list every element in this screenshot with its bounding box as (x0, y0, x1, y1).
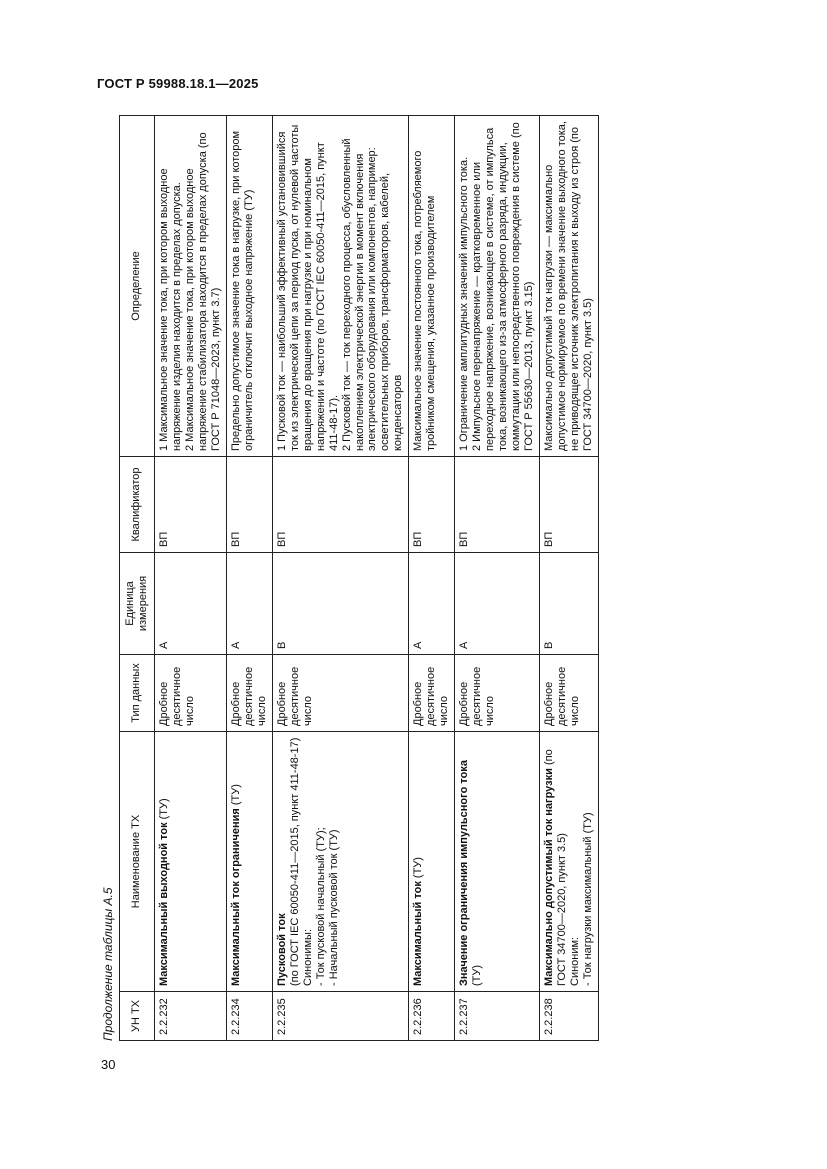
row-definition (540, 116, 599, 457)
row-unit: А (455, 553, 540, 655)
row-qualifier: ВП (154, 457, 226, 553)
table-row (409, 116, 455, 1041)
row-qualifier: ВП (409, 457, 455, 553)
row-id: 2.2.237 (455, 992, 540, 1041)
row-id: 2.2.235 (272, 992, 409, 1041)
row-id: 2.2.234 (226, 992, 272, 1041)
definition-line: 2 Максимальное значение тока, при котором выходное напряжение стабилизатора находится в пределах допуска (по ГОСТ Р 71048—2023, пункт 3.7) (183, 132, 222, 451)
row-name-suffix: (ТУ) (471, 964, 484, 986)
table-row (226, 116, 272, 1041)
row-qualifier: ВП (540, 457, 599, 553)
row-data-type: Дробное десятичное число (226, 655, 272, 732)
row-name-term: Максимальный ток (412, 881, 425, 986)
page-number: 30 (101, 1057, 116, 1072)
table-row (455, 116, 540, 1041)
row-name-suffix: (ТУ) (229, 784, 242, 809)
row-name (272, 732, 409, 992)
row-name (455, 732, 540, 992)
definition-line: Максимальное значение постоянного тока, потребляемого тройником смещения, указанное производителем (412, 150, 438, 451)
row-name (540, 732, 599, 992)
row-unit: В (272, 553, 409, 655)
col-header-name: Наименование ТХ (120, 732, 155, 992)
definition-line: 1 Пусковой ток — наибольший эффективный установившийся ток из электрической цепи за период пуска, от нулевой частоты вращения до вращения при нагрузке и при номинальном напряжении и частоте (по ГОСТ IEC 60050-411—2015, пункт 411-48-17). (275, 124, 340, 451)
row-name (226, 732, 272, 992)
row-definition (409, 116, 455, 457)
row-unit: А (409, 553, 455, 655)
table-header-row (120, 116, 155, 1041)
row-name-term: Максимально допустимый ток нагрузки (543, 768, 556, 986)
definition-line: Предельно допустимое значение тока в нагрузке, при котором ограничитель отключит выходное напряжение (ТУ) (229, 130, 255, 451)
row-data-type: Дробное десятичное число (154, 655, 226, 732)
col-header-unit: Единица измерения (120, 553, 155, 655)
row-data-type: Дробное десятичное число (409, 655, 455, 732)
row-definition (154, 116, 226, 457)
row-id: 2.2.238 (540, 992, 599, 1041)
row-name-term: Максимальный выходной ток (157, 822, 170, 986)
row-definition (455, 116, 540, 457)
row-name-line: Синоним: (569, 936, 582, 986)
rotated-table-area (99, 103, 709, 1043)
row-id: 2.2.232 (154, 992, 226, 1041)
row-name-line: - Ток пусковой начальный (ТУ); (314, 827, 327, 986)
row-name-term: Максимальный ток ограничения (229, 808, 242, 986)
row-qualifier: ВП (226, 457, 272, 553)
col-header-type: Тип данных (120, 655, 155, 732)
row-name-suffix: (по ГОСТ 34700—2020, пункт 3.5) (543, 749, 569, 986)
row-unit: А (154, 553, 226, 655)
definition-line: 2 Пусковой ток — ток переходного процесса, обусловленный накоплением электрической энергии в момент включения электрического оборудования или компонентов, например: осветительных приборов, трансформаторов, кабелей, конденсаторов (340, 138, 405, 451)
definition-line: 1 Максимальное значение тока, при котором выходное напряжение изделия находится в пределах допуска. (157, 168, 183, 451)
row-name-term: Значение ограничения импульсного тока (458, 760, 471, 986)
row-data-type: Дробное десятичное число (540, 655, 599, 732)
table-row (154, 116, 226, 1041)
row-name-line: Синонимы: (301, 928, 314, 986)
row-name-line: - Начальный пусковой ток (ТУ) (327, 829, 340, 986)
row-name-term: Пусковой ток (275, 913, 288, 986)
row-qualifier: ВП (455, 457, 540, 553)
document-header: ГОСТ Р 59988.18.1—2025 (97, 76, 259, 91)
row-unit: А (226, 553, 272, 655)
row-name (154, 732, 226, 992)
row-name-suffix: (ТУ) (157, 798, 170, 823)
table-caption: Продолжение таблицы А.5 (101, 887, 115, 1041)
row-name-line: - Ток нагрузки максимальный (ТУ) (582, 812, 594, 986)
row-id: 2.2.236 (409, 992, 455, 1041)
col-header-qualifier: Квалификатор (120, 457, 155, 553)
table-row (272, 116, 409, 1041)
row-data-type: Дробное десятичное число (272, 655, 409, 732)
table-row (540, 116, 599, 1041)
col-header-definition: Определение (120, 116, 155, 457)
row-name-line: (по ГОСТ IEC 60050-411—2015, пункт 411-48-17) (288, 737, 301, 986)
col-header-id: УН ТХ (120, 992, 155, 1041)
row-qualifier: ВП (272, 457, 409, 553)
row-unit: В (540, 553, 599, 655)
definition-line: Максимально допустимый ток нагрузки — максимально допустимое нормируемое по времени значение выходного тока, не приводящее источник электропитания к выходу из строя (по ГОСТ 34700—2020, пункт 3.5) (543, 121, 594, 451)
definitions-table (119, 115, 599, 1041)
row-name-suffix: (ТУ) (412, 857, 425, 882)
row-name (409, 732, 455, 992)
row-definition (272, 116, 409, 457)
definition-line: 2 Импульсное перенапряжение — кратковременное или переходное напряжение, возникающее в системе, от импульса тока, возникающего из-за атмосферного разряда, индукции, коммутации или непосредственного повреждения в системе (по ГОСТ Р 55630—2013, пункт 3.15) (471, 122, 536, 451)
definition-line: 1 Ограничение амплитудных значений импульсного тока. (458, 156, 471, 451)
row-definition (226, 116, 272, 457)
row-data-type: Дробное десятичное число (455, 655, 540, 732)
